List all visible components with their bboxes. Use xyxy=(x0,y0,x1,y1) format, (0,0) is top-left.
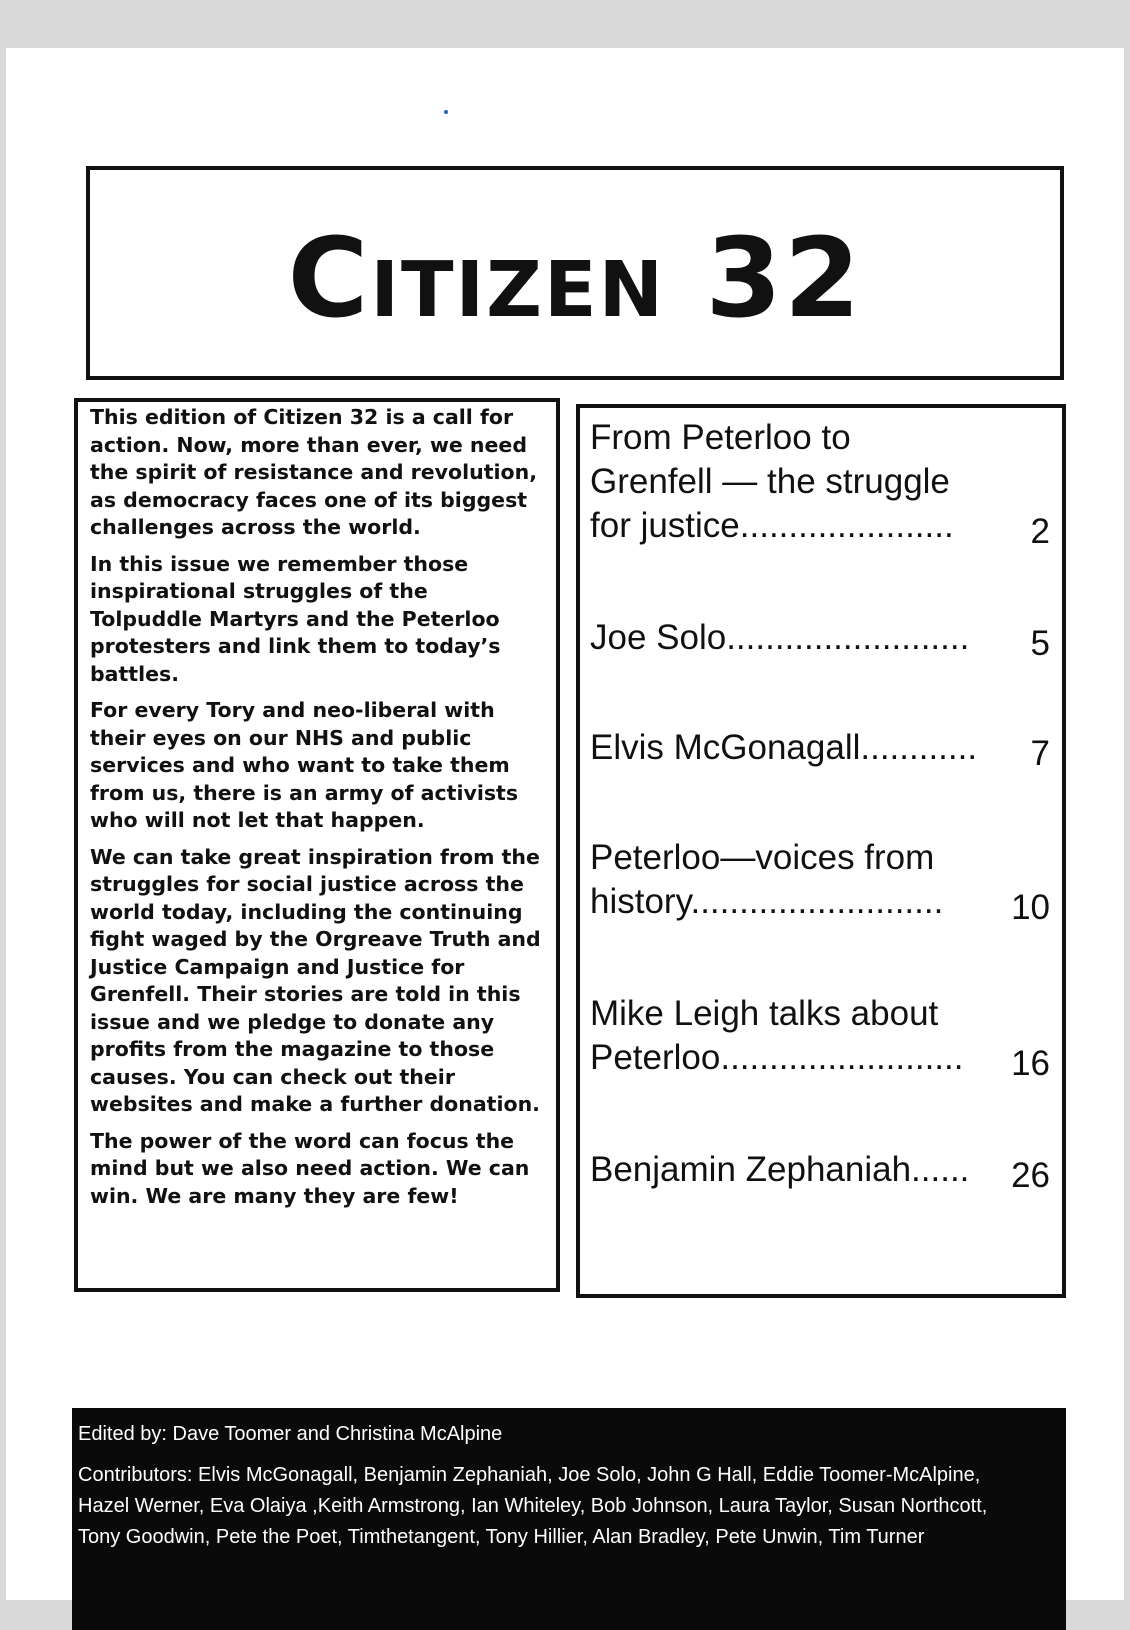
toc-entry-title-line: Elvis McGonagall............ xyxy=(590,728,978,767)
intro-paragraph: For every Tory and neo-liberal with their eyes on our NHS and public services and who want to take them from us, there is an army of activists who will not let that happen. xyxy=(90,698,519,832)
toc-entry-title-line: for justice...................... xyxy=(590,506,954,545)
toc-page-number: 2 xyxy=(1030,512,1050,551)
magazine-title: Citizen 32 xyxy=(287,214,863,342)
toc-page-number: 7 xyxy=(1030,734,1050,773)
intro-paragraph: The power of the word can focus the mind but we also need action. We can win. We are many they are few! xyxy=(90,1128,530,1208)
toc-entry-title-line: Grenfell — the struggle xyxy=(590,462,950,501)
magazine-page xyxy=(6,48,1124,1600)
toc-entry-title-line: Mike Leigh talks about xyxy=(590,994,939,1033)
toc-entry-title-line: Benjamin Zephaniah...... xyxy=(590,1150,970,1189)
toc-entry-title-line: Peterloo......................... xyxy=(590,1038,964,1077)
toc-page-number: 5 xyxy=(1030,624,1050,663)
toc-entry-elvis-mcgonagall[interactable] xyxy=(590,726,1050,773)
toc-entry-title-line: Peterloo—voices from xyxy=(590,838,935,877)
contributors-line: Contributors: Elvis McGonagall, Benjamin Zephaniah, Joe Solo, John G Hall, Eddie Toomer-McAlpine, xyxy=(78,1464,981,1486)
table-of-contents xyxy=(576,404,1066,1298)
toc-entry-title-line: Joe Solo......................... xyxy=(590,618,970,657)
toc-page-number: 26 xyxy=(1011,1156,1050,1195)
ink-dot xyxy=(444,110,448,114)
toc-entry-title-line: From Peterloo to xyxy=(590,418,851,457)
toc-page-number: 16 xyxy=(1011,1044,1050,1083)
toc-entry-mike-leigh[interactable] xyxy=(590,992,1050,1083)
credits-panel xyxy=(72,1408,1066,1630)
contributors-line: Hazel Werner, Eva Olaiya ,Keith Armstrong, Ian Whiteley, Bob Johnson, Laura Taylor, Susan Northcott, xyxy=(78,1495,988,1517)
masthead xyxy=(86,166,1064,380)
contributors-line: Tony Goodwin, Pete the Poet, Timthetangent, Tony Hillier, Alan Bradley, Pete Unwin, Tim Turner xyxy=(78,1526,925,1548)
intro-paragraph: We can take great inspiration from the struggles for social justice across the world today, including the continuing fight waged by the Orgreave Truth and Justice Campaign and Justice for Grenfell. Their stories are told in this issue and we pledge to donate any profits from the magazine to those causes. You can check out their websites and make a further donation. xyxy=(90,844,541,1116)
toc-entry-joe-solo[interactable] xyxy=(590,616,1050,663)
editorial-intro xyxy=(74,398,560,1292)
toc-entry-peterloo-voices[interactable] xyxy=(590,836,1050,927)
intro-paragraph: This edition of Citizen 32 is a call for action. Now, more than ever, we need the spirit of resistance and revolution, as democracy faces one of its biggest challenges across the world. xyxy=(90,405,538,539)
toc-entry-benjamin-zephaniah[interactable] xyxy=(590,1148,1050,1195)
toc-entry-peterloo-grenfell[interactable] xyxy=(590,416,1050,551)
toc-entry-title-line: history.......................... xyxy=(590,882,944,921)
toc-page-number: 10 xyxy=(1011,888,1050,927)
intro-paragraph: In this issue we remember those inspirational struggles of the Tolpuddle Martyrs and the Peterloo protesters and link them to today’s battles. xyxy=(90,551,501,686)
editors-credit: Edited by: Dave Toomer and Christina McAlpine xyxy=(78,1423,503,1445)
